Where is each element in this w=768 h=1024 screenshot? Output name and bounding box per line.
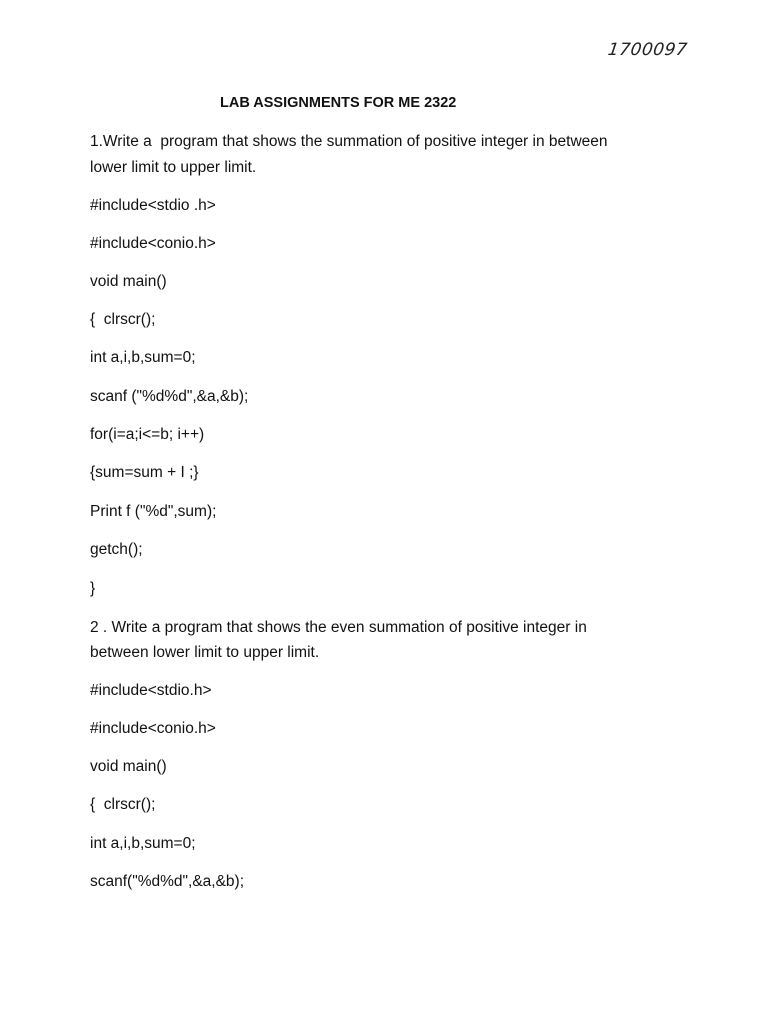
q2-code-line: #include<conio.h>: [90, 720, 216, 737]
q1-code-line: }: [90, 580, 96, 597]
q2-code-line: scanf("%d%d",&a,&b);: [90, 873, 245, 890]
q1-code-line: void main(): [90, 273, 167, 290]
q2-code-line: { clrscr();: [90, 796, 156, 813]
q1-question-line-1: 1.Write a program that shows the summation of positive integer in between: [90, 133, 608, 150]
q1-code-line: { clrscr();: [90, 311, 156, 328]
q1-code-line: scanf ("%d%d",&a,&b);: [90, 388, 249, 405]
q1-code-line: getch();: [90, 541, 143, 558]
q1-code-line: for(i=a;i<=b; i++): [90, 426, 205, 443]
page-title: LAB ASSIGNMENTS FOR ME 2322: [220, 95, 457, 111]
q1-code-line: Print f ("%d",sum);: [90, 503, 217, 520]
q2-code-line: void main(): [90, 758, 167, 775]
q2-code-line: int a,i,b,sum=0;: [90, 835, 196, 852]
q1-code-line: #include<conio.h>: [90, 235, 216, 252]
q2-question-line-1: 2 . Write a program that shows the even summation of positive integer in: [90, 619, 587, 636]
q1-code-line: {sum=sum + I ;}: [90, 464, 199, 481]
q2-code-line: #include<stdio.h>: [90, 682, 212, 699]
q2-question-line-2: between lower limit to upper limit.: [90, 644, 320, 661]
q1-question-line-2: lower limit to upper limit.: [90, 159, 257, 176]
q1-code-line: int a,i,b,sum=0;: [90, 349, 196, 366]
q1-code-line: #include<stdio .h>: [90, 197, 216, 214]
handwritten-student-id: 1700097: [606, 40, 689, 60]
